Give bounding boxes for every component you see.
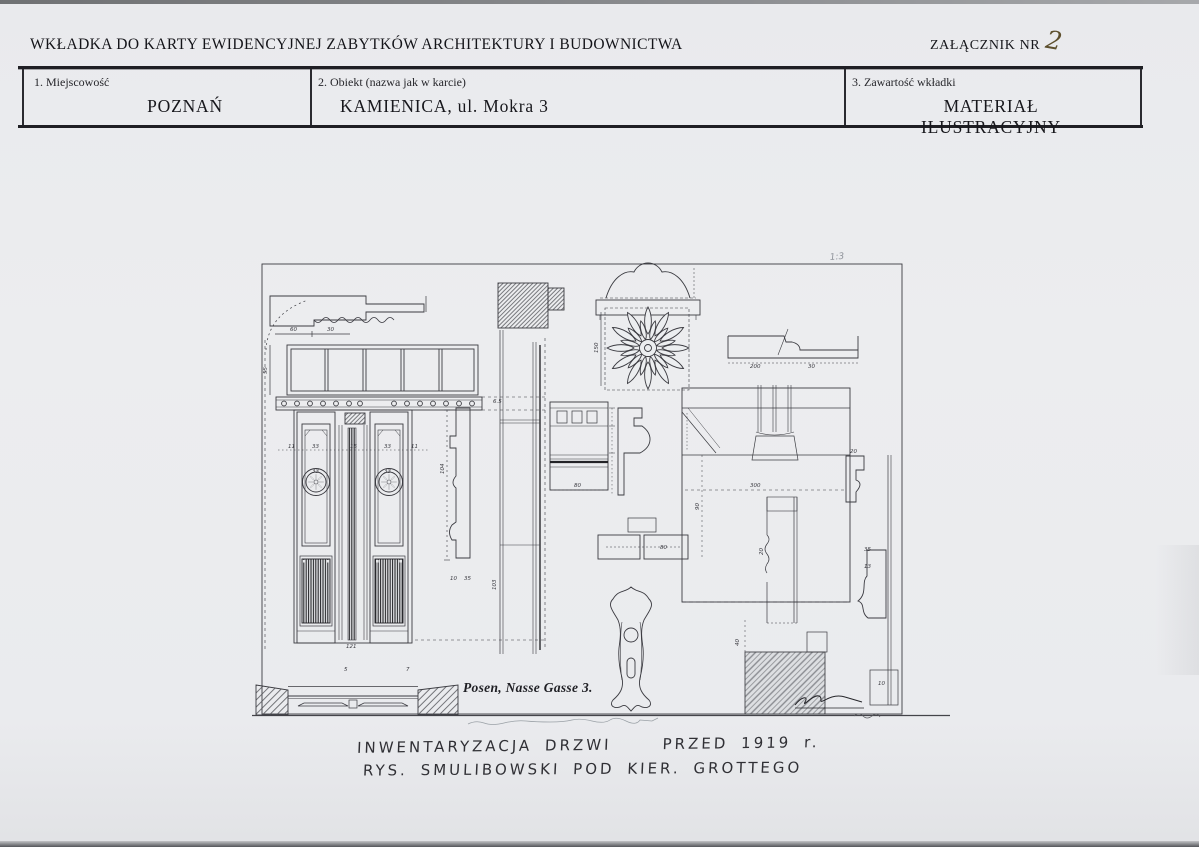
dim-label: 55 [263, 367, 269, 374]
drawing-caption-fraktur: Posen, Nasse Gasse 3. [463, 680, 593, 695]
dim-label: 30 [808, 364, 815, 370]
dim-label: 11 [411, 444, 418, 450]
table-divider-2 [844, 69, 846, 125]
dim-label: 150 [594, 342, 600, 353]
attachment-label: ZAŁĄCZNIK NR [930, 38, 1041, 53]
header-rule-top [18, 66, 1143, 69]
dim-label: 35 [864, 547, 871, 553]
dim-label: 15 [350, 444, 357, 450]
field2-value: KAMIENICA, ul. Mokra 3 [340, 96, 549, 116]
table-edge-right [1140, 69, 1142, 125]
dim-label: 10 [878, 681, 885, 687]
field3-label: 3. Zawartość wkładki [852, 75, 956, 89]
architectural-drawing [250, 250, 960, 742]
scan-edge-bottom [0, 841, 1199, 847]
dim-label: 80 [574, 483, 581, 489]
threshold-plan [256, 685, 458, 715]
dimension-labels [263, 327, 885, 687]
dim-label: 5 [344, 667, 348, 673]
board-profile-detail [728, 329, 858, 363]
dim-label: 60 [290, 327, 297, 333]
transom-window [270, 345, 478, 395]
dim-label: 103 [492, 579, 498, 590]
table-divider-1 [310, 69, 312, 125]
panel-detail [550, 402, 608, 490]
right-profile-strip [846, 455, 898, 705]
jamb-profile-detail [444, 408, 470, 560]
dim-label: 121 [346, 644, 357, 650]
drawing-svg [250, 250, 960, 742]
dim-label: 80 [660, 545, 667, 551]
cornice-band [276, 397, 482, 410]
attachment-number-handwritten: 2 [1043, 24, 1065, 57]
scale-note-pencil: 1:3 [829, 251, 845, 263]
dim-label: 13 [864, 564, 871, 570]
dim-label: 33 [384, 469, 391, 475]
dim-label: 200 [750, 364, 761, 370]
section-strip [498, 283, 564, 654]
dim-label: 10 [450, 576, 457, 582]
masonry-block [745, 620, 827, 714]
dim-label: 33 [384, 444, 391, 450]
dim-label: 20 [850, 449, 857, 455]
board-joint-detail [598, 518, 688, 559]
handwritten-note-line2: RYS. SMULIBOWSKI POD KIER. GROTTEGO [362, 758, 803, 780]
dim-label: 35 [464, 576, 471, 582]
lintel-profile-detail [266, 296, 426, 350]
field1-value: POZNAŃ [147, 96, 223, 116]
field3-value: MATERIAŁ ILUSTRACYJNY [921, 96, 1061, 137]
rosette-ornament [601, 307, 689, 390]
dim-label: 104 [440, 463, 446, 474]
plan-view [682, 385, 850, 623]
console-profile [609, 408, 650, 495]
dim-label: 30 [327, 327, 334, 333]
dim-label: 20 [759, 548, 765, 555]
scan-streak [1155, 545, 1199, 675]
dim-label: 40 [735, 639, 741, 646]
dim-label: 11 [288, 444, 295, 450]
field2-label: 2. Obiekt (nazwa jak w karcie) [318, 75, 466, 89]
escutcheon-detail [610, 587, 651, 711]
dim-label: 6.5 [493, 399, 502, 405]
table-edge-left [22, 69, 24, 125]
page-title: WKŁADKA DO KARTY EWIDENCYJNEJ ZABYTKÓW ARCHITEKTURY I BUDOWNICTWA [30, 36, 683, 53]
handwritten-note-line1: INWENTARYZACJA DRZWI PRZED 1919 r. [356, 733, 820, 757]
dim-label: 33 [312, 444, 319, 450]
dim-label: 33 [312, 469, 319, 475]
dim-label: 300 [750, 483, 761, 489]
scan-edge-top [0, 0, 1199, 4]
dim-label: 7 [406, 667, 410, 673]
dim-label: 90 [695, 503, 701, 510]
field1-label: 1. Miejscowość [34, 75, 110, 89]
